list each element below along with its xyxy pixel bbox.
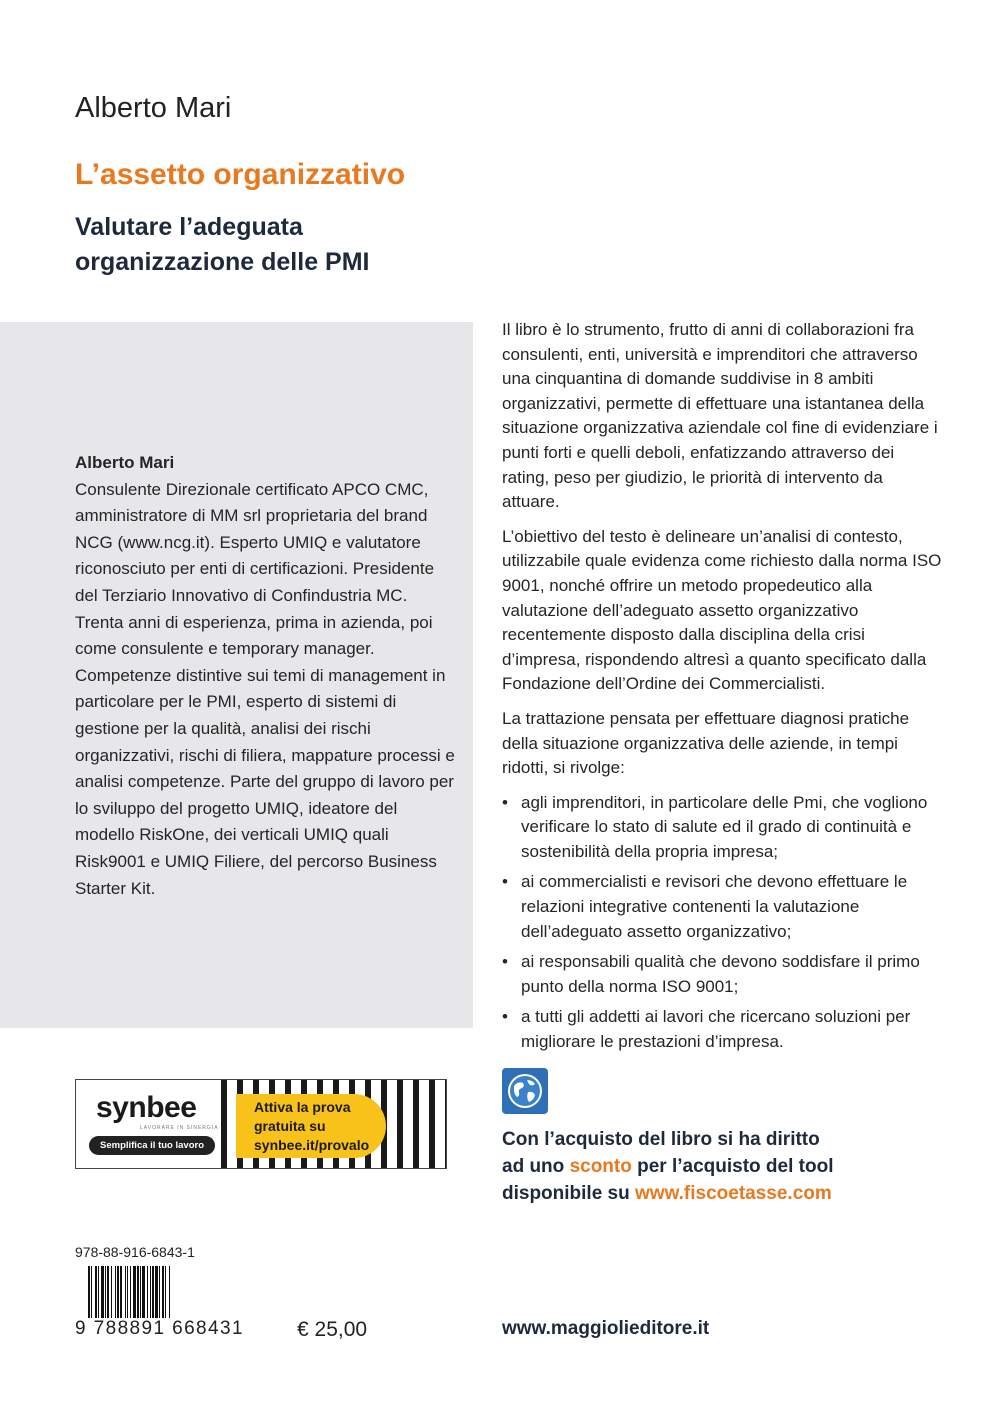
list-item: • ai commercialisti e revisori che devono effettuare le relazioni integrative contenenti la valutazione dell’adeguato assetto organizzativo; xyxy=(502,870,942,944)
synbee-logo: synbee xyxy=(96,1091,197,1124)
synbee-tagline: LAVORARE IN SINERGIA xyxy=(140,1125,219,1131)
bio-text: Consulente Direzionale certificato APCO CMC, amministratore di MM srl proprietaria del brand NCG (www.ncg.it). Esperto UMIQ e valutatore riconosciuto per enti di certificazioni. Presidente del Terziario Innovativo di Confindustria MC. Trenta anni di esperienza, prima in azienda, poi come consulente e temporary manager. Competenze distintive sui temi di management in particolare per le PMI, esperto di sistemi di gestione per la qualità, analisi dei rischi organizzativi, rischi di filiera, mappature processi e analisi competenze. Parte del gruppo di lavoro per lo sviluppo del progetto UMIQ, ideatore del modello RiskOne, dei verticali UMIQ quali Risk9001 e UMIQ Filiere, del percorso Business Starter Kit. xyxy=(75,479,455,898)
promo-line-3 xyxy=(502,1180,902,1207)
promo-line-2-post: per l’acquisto del tool xyxy=(631,1156,834,1177)
description-paragraph-1: Il libro è lo strumento, frutto di anni di collaborazioni fra consulenti, enti, università e imprenditori che attraverso una cinquantina di domande suddivise in 8 ambiti organizzativi, permette di effettuare una istantanea della situazione organizzativa aziendale col fine di evidenziare i punti forti e quelli deboli, enfatizzando attraverso dei rating, peso per giudizio, le priorità di intervento da attuare. xyxy=(502,320,938,512)
promo-line-2 xyxy=(502,1153,902,1180)
cta-badge xyxy=(236,1094,386,1158)
barcode-digits: 9 788891 668431 xyxy=(75,1318,244,1339)
author-name-top: Alberto Mari xyxy=(75,92,232,124)
cta-text: Attiva la prova gratuita su synbee.it/provalo xyxy=(254,1099,370,1153)
promo-line-1: Con l’acquisto del libro si ha diritto xyxy=(502,1129,820,1150)
list-item: • a tutti gli addetti ai lavori che ricercano soluzioni per migliorare le prestazioni d’impresa. xyxy=(502,1005,942,1054)
audience-list xyxy=(502,791,942,1055)
barcode-bar xyxy=(170,1266,172,1318)
publisher-website[interactable]: www.maggiolieditore.it xyxy=(502,1318,710,1339)
synbee-pill: Semplifica il tuo lavoro xyxy=(89,1136,215,1155)
tool-discount-promo xyxy=(502,1126,902,1207)
list-item: • ai responsabili qualità che devono soddisfare il primo punto della norma ISO 9001; xyxy=(502,950,942,999)
globe-icon xyxy=(502,1068,548,1114)
barcode xyxy=(88,1266,260,1318)
book-subtitle xyxy=(75,210,495,280)
bio-name: Alberto Mari xyxy=(75,453,175,472)
book-title: L’assetto organizzativo xyxy=(75,158,406,191)
description-paragraph-2: L’obiettivo del testo è delineare un’analisi di contesto, utilizzabile quale evidenza come richiesto dalla norma ISO 9001, nonché offrire un metodo propedeutico alla valutazione dell’adeguato assetto organizzativo recentemente disposto dalla disciplina della crisi d’impresa, rispondendo altresì a quanto specificato dalla Fondazione dell’Ordine dei Commercialisti. xyxy=(502,526,942,694)
promo-line-3-pre: disponibile su xyxy=(502,1183,636,1204)
subtitle-line-1: Valutare l’adeguata xyxy=(75,213,303,241)
subtitle-line-2: organizzazione delle PMI xyxy=(75,248,370,276)
description-paragraph-3: La trattazione pensata per effettuare diagnosi pratiche della situazione organizzativa delle aziende, in tempi ridotti, si rivolge: xyxy=(502,708,910,778)
author-bio xyxy=(75,450,460,902)
book-description xyxy=(502,318,942,1061)
list-item: • agli imprenditori, in particolare delle Pmi, che vogliono verificare lo stato di salute ed il grado di continuità e sostenibilità della propria impresa; xyxy=(502,791,942,865)
isbn-label: 978-88-916-6843-1 xyxy=(75,1244,195,1260)
synbee-ad-banner[interactable] xyxy=(75,1079,447,1169)
fiscoetasse-link[interactable]: www.fiscoetasse.com xyxy=(635,1183,832,1204)
price: € 25,00 xyxy=(297,1318,368,1341)
discount-highlight: sconto xyxy=(569,1156,632,1177)
promo-line-2-pre: ad uno xyxy=(502,1156,570,1177)
